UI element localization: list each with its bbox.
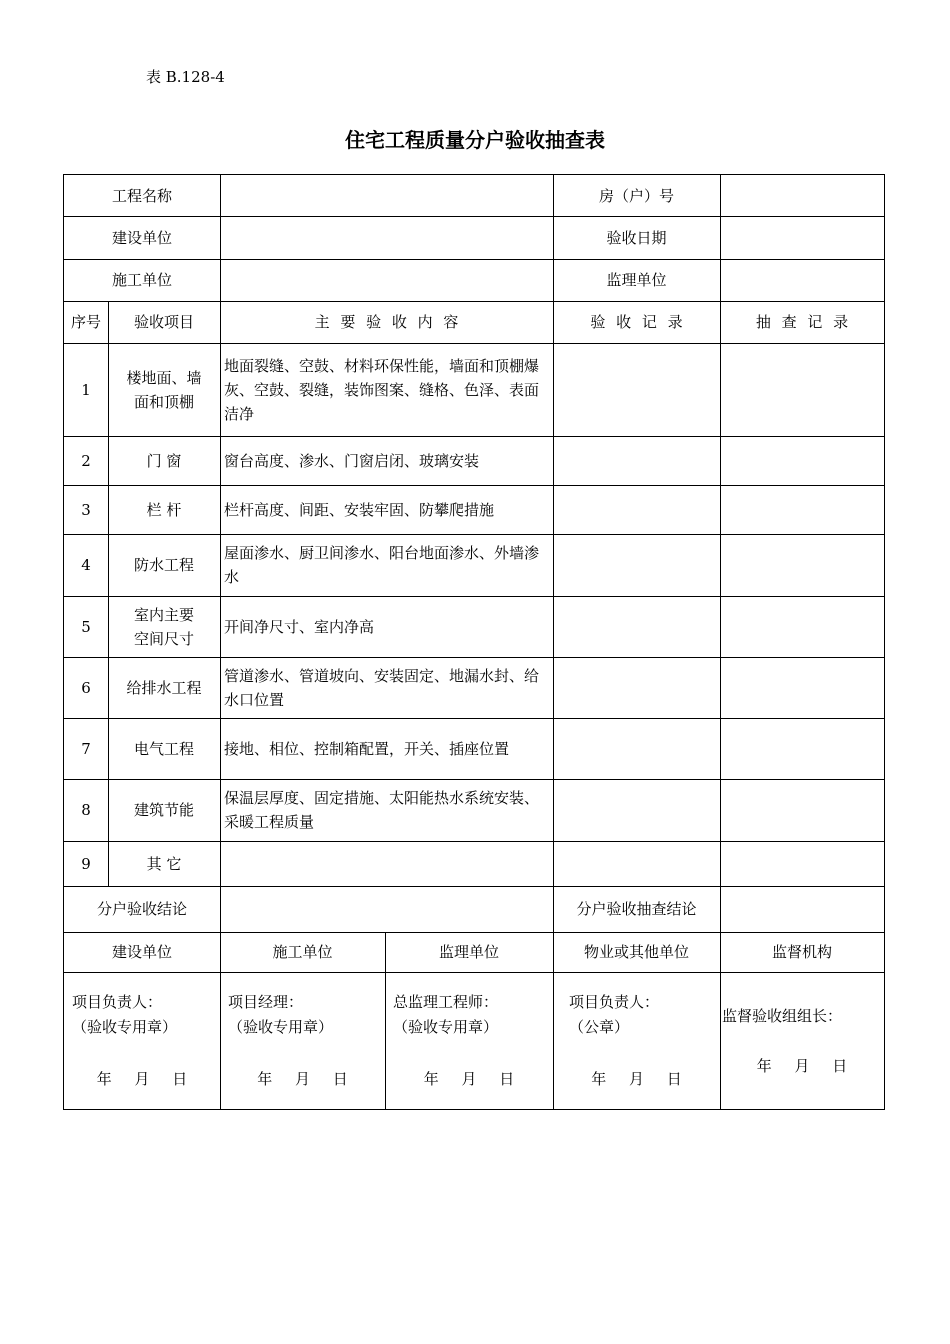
sig-role: 监督验收组组长： (722, 1007, 843, 1025)
sig-seal: （验收专用章） (72, 1018, 178, 1036)
row-7-spot-check[interactable] (720, 718, 884, 780)
row-6-spot-check[interactable] (720, 657, 884, 719)
sig-date: 年 月 日 (756, 1057, 848, 1075)
row-5-content: 开间净尺寸、室内净高 (220, 596, 554, 658)
row-2-spot-check[interactable] (720, 436, 884, 486)
row-8-spot-check[interactable] (720, 779, 884, 842)
row-9-spot-check[interactable] (720, 841, 884, 887)
construction-unit-label: 建设单位 (64, 216, 221, 260)
acceptance-date-field[interactable] (720, 216, 884, 260)
col-spot-check-header: 抽 查 记 录 (720, 301, 884, 344)
row-3-no: 3 (64, 485, 109, 535)
acceptance-conclusion-label: 分户验收结论 (64, 886, 221, 933)
row-2-content: 窗台高度、渗水、门窗启闭、玻璃安装 (220, 436, 554, 486)
row-8-content: 保温层厚度、固定措施、太阳能热水系统安装、采暖工程质量 (220, 779, 554, 842)
row-9-content (220, 841, 554, 887)
sig-seal: （验收专用章） (228, 1018, 334, 1036)
row-4-spot-check[interactable] (720, 534, 884, 597)
table-id: 表 B.128-4 (146, 68, 225, 86)
row-2-item: 门 窗 (108, 436, 221, 486)
row-6-content: 管道渗水、管道坡向、安装固定、地漏水封、给水口位置 (220, 657, 554, 719)
inspection-form (63, 174, 885, 1110)
sig-header-supervision: 监理单位 (385, 932, 554, 973)
row-8-item: 建筑节能 (108, 779, 221, 842)
row-7-record[interactable] (553, 718, 721, 780)
col-item-header: 验收项目 (108, 301, 221, 344)
sig-date: 年 月 日 (591, 1070, 682, 1088)
row-2-no: 2 (64, 436, 109, 486)
row-2-record[interactable] (553, 436, 721, 486)
row-4-record[interactable] (553, 534, 721, 597)
row-5-spot-check[interactable] (720, 596, 884, 658)
row-3-item: 栏 杆 (108, 485, 221, 535)
spot-check-conclusion-field[interactable] (720, 886, 884, 933)
project-name-label: 工程名称 (64, 175, 221, 217)
project-name-field[interactable] (220, 175, 554, 217)
room-no-label: 房（户）号 (553, 175, 721, 217)
row-9-record[interactable] (553, 841, 721, 887)
row-7-content: 接地、相位、控制箱配置，开关、插座位置 (220, 718, 554, 780)
sig-seal: （公章） (569, 1018, 630, 1036)
row-5-item: 室内主要空间尺寸 (108, 596, 221, 658)
sig-header-construction: 建设单位 (64, 932, 221, 973)
sig-role: 项目负责人： (72, 993, 163, 1011)
row-4-content: 屋面渗水、厨卫间渗水、阳台地面渗水、外墙渗水 (220, 534, 554, 597)
row-1-spot-check[interactable] (720, 343, 884, 437)
supervision-unit-field[interactable] (720, 259, 884, 302)
col-seq-header: 序号 (64, 301, 109, 344)
acceptance-conclusion-field[interactable] (220, 886, 554, 933)
row-7-no: 7 (64, 718, 109, 780)
sig-date: 年 月 日 (423, 1070, 515, 1088)
row-7-item: 电气工程 (108, 718, 221, 780)
col-record-header: 验 收 记 录 (553, 301, 721, 344)
row-1-item: 楼地面、墙面和顶棚 (108, 343, 221, 437)
row-9-no: 9 (64, 841, 109, 887)
sig-header-oversight: 监督机构 (720, 932, 884, 973)
sig-seal: （验收专用章） (393, 1018, 499, 1036)
sig-role: 总监理工程师： (393, 993, 499, 1011)
row-3-record[interactable] (553, 485, 721, 535)
construction-unit-field[interactable] (220, 216, 554, 260)
row-8-no: 8 (64, 779, 109, 842)
sig-date: 年 月 日 (96, 1070, 188, 1088)
row-3-spot-check[interactable] (720, 485, 884, 535)
spot-check-conclusion-label: 分户验收抽查结论 (553, 886, 721, 933)
row-6-item: 给排水工程 (108, 657, 221, 719)
row-5-record[interactable] (553, 596, 721, 658)
sig-cell-oversight[interactable] (720, 972, 884, 1109)
row-9-item: 其 它 (108, 841, 221, 887)
sig-role: 项目经理： (228, 993, 304, 1011)
row-5-no: 5 (64, 596, 109, 658)
sig-cell-supervision[interactable] (385, 972, 554, 1109)
builder-unit-label: 施工单位 (64, 259, 221, 302)
builder-unit-field[interactable] (220, 259, 554, 302)
sig-header-builder: 施工单位 (220, 932, 386, 973)
row-4-no: 4 (64, 534, 109, 597)
row-1-content: 地面裂缝、空鼓、材料环保性能，墙面和顶棚爆灰、空鼓、裂缝，装饰图案、缝格、色泽、表面洁净 (220, 343, 554, 437)
supervision-unit-label: 监理单位 (553, 259, 721, 302)
sig-header-property: 物业或其他单位 (553, 932, 721, 973)
sig-date: 年 月 日 (257, 1070, 348, 1088)
sig-cell-construction[interactable] (64, 972, 221, 1109)
sig-role: 项目负责人： (569, 993, 660, 1011)
room-no-field[interactable] (720, 175, 884, 217)
row-6-no: 6 (64, 657, 109, 719)
row-4-item: 防水工程 (108, 534, 221, 597)
col-content-header: 主 要 验 收 内 容 (220, 301, 554, 344)
row-6-record[interactable] (553, 657, 721, 719)
sig-cell-builder[interactable] (220, 972, 386, 1109)
row-1-no: 1 (64, 343, 109, 437)
sig-cell-property[interactable] (553, 972, 721, 1109)
page-title: 住宅工程质量分户验收抽查表 (345, 128, 605, 152)
row-3-content: 栏杆高度、间距、安装牢固、防攀爬措施 (220, 485, 554, 535)
row-8-record[interactable] (553, 779, 721, 842)
row-1-record[interactable] (553, 343, 721, 437)
acceptance-date-label: 验收日期 (553, 216, 721, 260)
